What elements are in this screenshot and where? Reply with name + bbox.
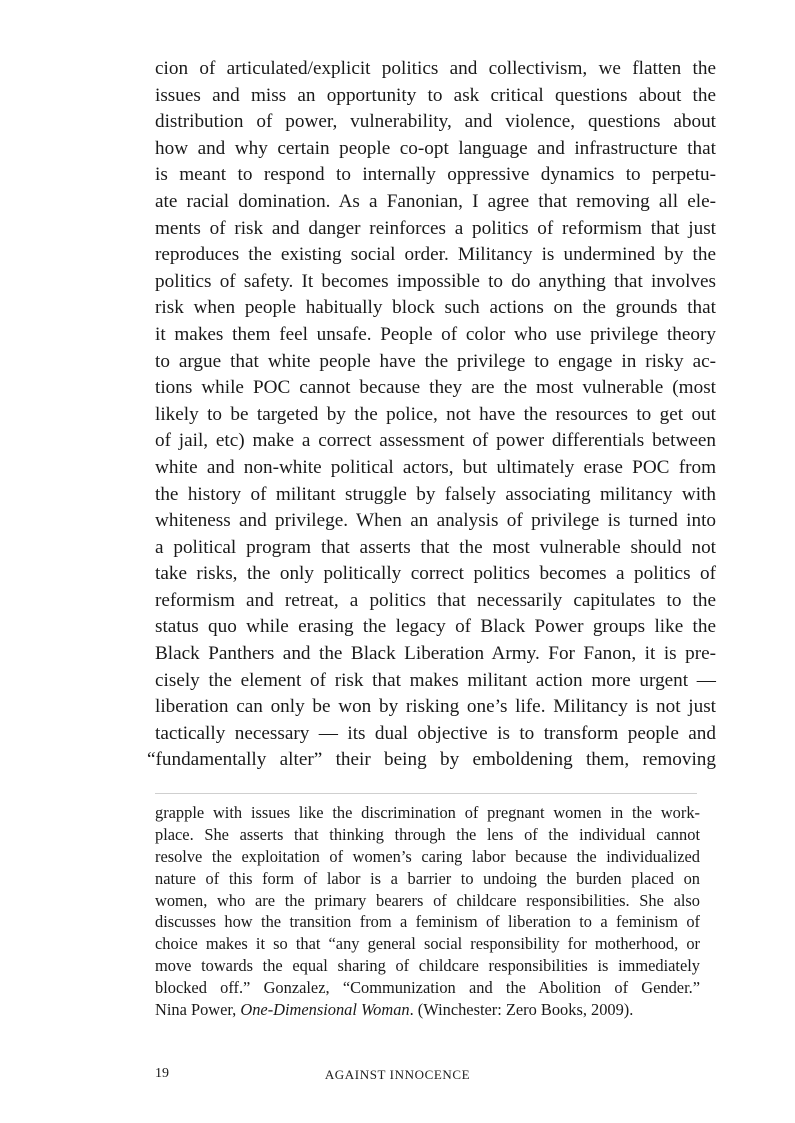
body-text-line: issues and miss an opportunity to ask critical questions about the [155,84,716,106]
body-text-line: reformism and retreat, a politics that necessarily capitulates to the [155,589,716,611]
footnote-line: move towards the equal sharing of childcare responsibilities is immediately [155,956,700,976]
body-text-line: white and non-white political actors, but ultimately erase POC from [155,456,716,478]
footnote-divider [155,793,697,794]
body-text-line: the history of militant struggle by falsely associating militancy with [155,483,716,505]
citation-prefix: Nina Power, [155,1000,241,1020]
body-text-line: take risks, the only politically correct politics becomes a politics of [155,563,716,585]
body-text-line: liberation can only be won by risking one’s life. Militancy is not just [155,696,716,718]
body-text-line: cion of articulated/explicit politics and collectivism, we flatten the [155,58,716,79]
footnote-block [155,802,700,1021]
body-text-line: status quo while erasing the legacy of Black Power groups like the [155,616,716,638]
footnote-line: blocked off.” Gonzalez, “Communization and the Abolition of Gender.” [155,978,700,998]
body-text-line: cisely the element of risk that makes militant action more urgent — [155,669,716,691]
body-text-line: how and why certain people co-opt language and infrastructure that [155,137,716,159]
footnote-line: grapple with issues like the discrimination of pregnant women in the work- [155,803,700,822]
body-text-line: it makes them feel unsafe. People of color who use privilege theory [155,323,716,345]
body-text-line: whiteness and privilege. When an analysis of privilege is turned into [155,510,716,532]
citation-book-title: One-Dimensional Woman [240,1000,410,1020]
body-text-line: ments of risk and danger reinforces a politics of reformism that just [155,217,716,239]
running-title: AGAINST INNOCENCE [324,1067,471,1082]
footnote-line: nature of this form of labor is a barrier to undoing the burden placed on [155,868,700,888]
body-text-line: to argue that white people have the privilege to engage in risky ac- [155,350,716,372]
footnote-line: women, who are the primary bearers of childcare responsibilities. She also [155,890,700,910]
body-text-line: of jail, etc) make a correct assessment of power differentials between [155,430,716,452]
page-number: 19 [155,1066,169,1081]
body-text-line: risk when people habitually block such actions on the grounds that [155,297,716,319]
footnote-line: discusses how the transition from a feminism of liberation to a feminism of [155,912,700,932]
main-text-block [147,56,716,774]
body-text-line: tions while POC cannot because they are the most vulnerable (most [155,377,716,399]
footnote-line: resolve the exploitation of women’s caring labor because the individualized [155,846,700,866]
citation-suffix: . (Winchester: Zero Books, 2009). [409,1000,634,1020]
body-text-line: ate racial domination. As a Fanonian, I agree that removing all ele- [155,190,716,212]
footnote-line: place. She asserts that thinking through the lens of the individual cannot [155,824,700,844]
body-text-line: a political program that asserts that the most vulnerable should not [155,536,716,558]
body-text-line: tactically necessary — its dual objective is to transform people and [155,722,716,744]
body-text-line: politics of safety. It becomes impossible to do anything that involves [155,270,716,292]
body-text-line: reproduces the existing social order. Militancy is undermined by the [155,244,716,266]
body-text-line: is meant to respond to internally oppressive dynamics to perpetu- [155,164,716,186]
body-text-line: likely to be targeted by the police, not have the resources to get out [155,403,716,425]
body-text-line: Black Panthers and the Black Liberation Army. For Fanon, it is pre- [155,643,716,665]
body-text-line: distribution of power, vulnerability, and violence, questions about [155,111,716,133]
footnote-line: choice makes it so that “any general social responsibility for motherhood, or [155,934,700,954]
footnote-citation-line [155,999,700,1021]
body-text-line: “fundamentally alter” their being by emboldening them, removing [147,749,716,771]
